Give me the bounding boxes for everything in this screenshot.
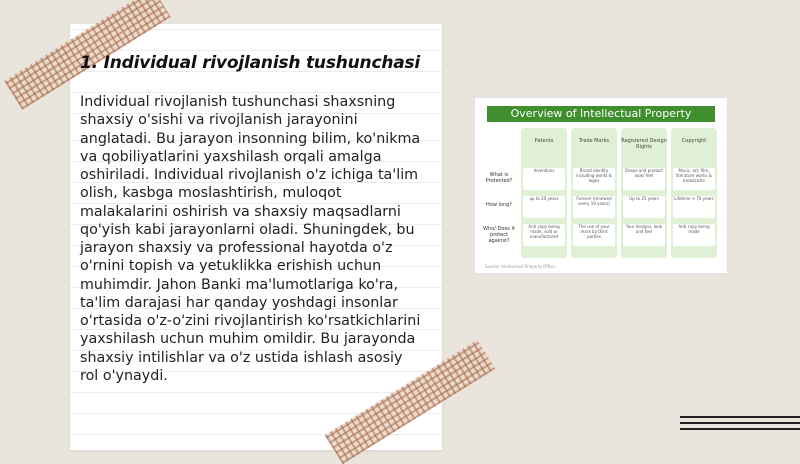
figure-footnote: Source: Intellectual Property Office [485,264,555,269]
figure-cell: Inventions [523,168,565,190]
ip-overview-figure [474,97,728,274]
figure-cell: Brand identity including words & logos [573,168,615,190]
figure-cell: Your designs, look and feel [623,224,665,246]
figure-column-header: Patents [534,138,554,144]
figure-cell: Forever (renewed every 10 years) [573,196,615,218]
figure-column-header: Registered Design Rights [621,138,667,150]
figure-title: Overview of Intellectual Property [487,106,715,122]
figure-cell: up to 20 years [523,196,565,218]
figure-row-label: Who/ Does it protect against? [483,226,515,244]
figure-cell: Anti copy being made, sold or manufactured [523,224,565,246]
figure-cell: Lifetime + 70 years [673,196,715,218]
figure-cell: Anti copy being made [673,224,715,246]
figure-row-label: What is Protected? [485,172,513,184]
figure-column-header: Trade Marks [578,138,610,144]
figure-column-header: Copyright [681,138,707,144]
figure-cell: The use of your mark by third parties [573,224,615,246]
body-paragraph: Individual rivojlanish tushunchasi shaxsning shaxsiy o'sishi va rivojlanish jarayonini anglatadi. Bu jarayon insonning bilim, ko'nikma va qobiliyatlarini yaxshilash orqali amalga oshiriladi. Individual rivojlanish o'z ichiga ta'lim olish, kasbga moslashtirish, muloqot malakalarini oshirish va shaxsiy maqsadlarni qo'yish kabi jarayonlarni oladi. Shuningdek, bu jarayon shaxsiy va professional hayotda o'z o'rnini topish va yetuklikka erishish uchun muhimdir. Jahon Banki ma'lumotlariga ko'ra, ta'lim darajasi har qanday yoshdagi insonlar o'rtasida o'z-o'zini rivojlantirish ko'rsatkichlarini yaxshilash uchun muhim omildir. Bu jarayonda shaxsiy intilishlar va o'z ustida ishlash asosiy rol o'ynaydi. [80,94,421,384]
figure-row-label: How long? [486,202,512,208]
figure-cell: Up to 25 years [623,196,665,218]
figure-cell: Shape and product look/ feel [623,168,665,190]
section-heading: 1. Individual rivojlanish tushunchasi [80,53,421,73]
decorative-lines [680,416,800,434]
figure-cell: Music, art, film, literature works & broadcasts [673,168,715,190]
